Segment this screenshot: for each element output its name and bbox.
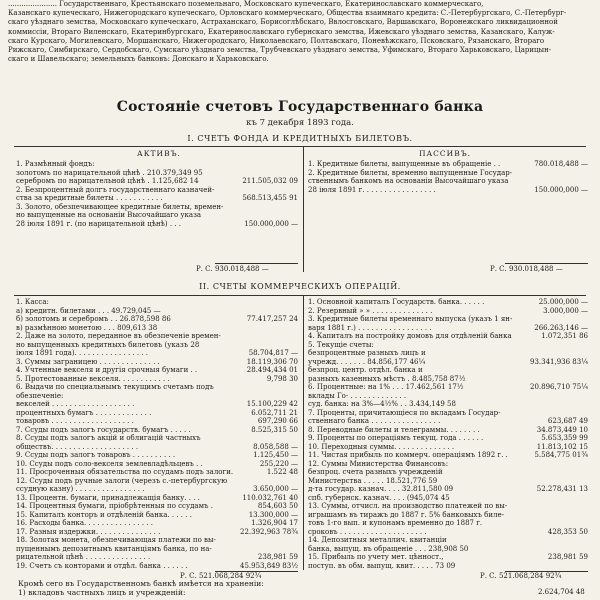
section-1-active <box>16 160 298 228</box>
ledger-row <box>16 426 298 435</box>
ledger-row <box>16 519 298 528</box>
ledger-amount: 1.522 48 <box>266 468 298 476</box>
ledger-row <box>16 468 298 477</box>
ledger-row <box>16 366 298 375</box>
ledger-amount: 110.032,761 40 <box>242 493 298 502</box>
ledger-item: варя 1881 г.) . . . . . . . . . . . . . . . . . <box>308 323 432 332</box>
ledger-amount: 45.953,849 83½ <box>240 561 298 570</box>
ledger-item: обществъ. . . . . . . . . . . . . . . . . . . . <box>16 442 139 451</box>
ledger-row <box>308 366 588 375</box>
ledger-item: учрежд. . . . . . . 84.856,177 46¼ <box>308 357 426 366</box>
ledger-amount: 697,290 66 <box>257 417 298 425</box>
ledger-row <box>16 220 298 229</box>
ledger-item: спб. губернск. казнач. . . . (945,074 45 <box>308 493 450 502</box>
ledger-row <box>16 332 298 341</box>
ledger-item: 9. Проценты по операціямъ текущ. года . . . . . . <box>308 434 484 442</box>
ledger-item: вклады Го- . . . . . . . . . . . . . <box>308 391 407 400</box>
ledger-item: 2. Даже на золото, переданное въ обезпеченіе времен- <box>16 332 221 340</box>
ledger-item: 3. Кредитные билеты временнаго выпуска (указъ 1 ян- <box>308 315 513 323</box>
ledger-item: 10. Переходныя суммы. . . . . . . . . . . . . . <box>308 442 455 451</box>
ledger-item: суд. банка: на 3%—4½% . . 3.434,149 58 <box>308 400 456 408</box>
ledger-row <box>308 409 588 418</box>
ledger-item: 9. Ссуды подъ залогъ товаровъ . . . . . . . . . . <box>16 451 176 459</box>
ledger-row <box>308 519 588 528</box>
ledger-item: 15. Прибыль по учету мет. цѣнност., <box>308 553 444 561</box>
ledger-row <box>16 315 298 324</box>
ledger-row <box>308 392 588 401</box>
ledger-item: 2. Безпроцентный долгъ государственнаго казначей- <box>16 185 215 194</box>
ledger-amount: 255,220 — <box>259 459 298 468</box>
page-title: Состояніе счетовъ Государственнаго банка <box>116 99 484 115</box>
section-2-heading: II. СЧЕТЫ КОММЕРЧЕСКИХЪ ОПЕРАЦІЙ. <box>199 282 401 291</box>
ledger-amount: 77.417,257 24 <box>246 315 298 323</box>
ledger-amount: 52.278,431 13 <box>536 485 588 493</box>
ledger-row <box>16 307 298 316</box>
ledger-item: сроковъ . . . . . . . . . . . . . . . . . . . . <box>308 527 427 536</box>
ledger-item: 5. Текущіе счеты: <box>308 340 374 349</box>
ledger-item: д-та государ. казнач. . . . 32.811,580 09 <box>308 485 454 493</box>
ledger-item: Министерства . . . . . 18.521,776 59 <box>308 476 438 485</box>
ledger-amount: 9,798 30 <box>266 374 298 383</box>
ledger-row <box>16 383 298 392</box>
ledger-row <box>308 511 588 520</box>
ledger-row <box>308 443 588 452</box>
ledger-item: безпроцентные разныхъ лицъ и <box>308 349 426 357</box>
ledger-row <box>308 502 588 511</box>
ledger-row <box>16 553 298 562</box>
ledger-row <box>308 468 588 477</box>
ledger-item: 8. Переводные билеты и телеграммы. . . . . . . . <box>308 425 480 434</box>
ledger-item: товъ 1-го вып. и купонамъ временно до 1887 г. <box>308 519 483 527</box>
ledger-row <box>16 460 298 469</box>
ledger-item: 2. Кредитные билеты, временно выпущенные Государ- <box>308 168 513 177</box>
bottom-total: 2.624,704 48 <box>538 588 585 596</box>
ledger-row <box>308 341 588 350</box>
ledger-item: 7. Ссуды подъ залогъ государств. бумагъ . . . . . <box>16 425 191 434</box>
ledger-item: 16. Расходы банка. . . . . . . . . . . . . . . . <box>16 519 154 527</box>
text-line: 1) вкладовъ частныхъ лицъ и учрежденій: <box>18 588 186 597</box>
ledger-row <box>308 375 588 384</box>
ledger-row <box>16 536 298 545</box>
section-2-passive-total: Р. С. 521.068,284 92¾ <box>480 572 562 580</box>
ledger-row <box>16 494 298 503</box>
ledger-item: 3. Суммы заграницею . . . . . . . . . . . . . . <box>16 357 160 366</box>
divider <box>14 295 586 296</box>
ledger-row <box>308 160 588 169</box>
ledger-row <box>16 349 298 358</box>
ledger-item: 6. Выдачи по специальнымъ текущимъ счетамъ подъ <box>16 383 214 391</box>
ledger-item: 1. Размѣнный фондъ: <box>16 160 95 168</box>
section-1-passive <box>308 160 588 194</box>
text-line: скаго Курскаго, Могилевскаго, Моршанскаго, Нижегородскаго, Николаевскаго, Полтавскаго, Поневѣжскаго, Псковскаго, Рязанскаго, Втораго <box>8 36 545 45</box>
ledger-row <box>308 485 588 494</box>
ledger-item: но выпущенные на основаніи Высочайшаго указа <box>16 211 202 219</box>
ledger-item: 1. Основной капиталъ Государств. банка. . . . . . <box>308 298 485 306</box>
ledger-row <box>308 383 588 392</box>
ledger-row <box>16 160 298 169</box>
ledger-amount: 25.000,000 — <box>538 298 588 306</box>
ledger-item: банка, выпущ. въ обращеніе . . . 238,908 50 <box>308 544 469 553</box>
ledger-item: пущеннымъ депозитнымъ квитанціямъ банка, по на- <box>16 544 212 553</box>
ledger-item: ственнаго банка . . . . . . . . . . . . . . . . <box>308 417 441 425</box>
ledger-row <box>308 451 588 460</box>
ledger-row <box>308 434 588 443</box>
text-line: ...................... Государственнаго, Крестьянскаго поземельнаго, Московскаго купеческаго, Екатеринославскаго коммерческаго, <box>8 0 484 8</box>
ledger-item: 28 іюля 1891 г. (по нарицательной цѣнѣ) . . . <box>16 219 181 228</box>
ledger-item: товаровъ . . . . . . . . . . . . . . . . . . . <box>16 417 134 425</box>
ledger-row <box>308 315 588 324</box>
ledger-row <box>308 477 588 486</box>
ledger-row <box>16 417 298 426</box>
ledger-item: процентныхъ бумагъ . . . . . . . . . . . . . <box>16 408 152 417</box>
section-2-active <box>16 298 298 570</box>
text-line: скаго и Шавельскаго; земельныхъ банковъ: Донскаго и Харьковскаго. <box>8 55 269 64</box>
ledger-amount: 428,353 50 <box>547 527 588 536</box>
ledger-amount: 34.873,449 10 <box>536 425 588 434</box>
active-heading: АКТИВЪ. <box>137 149 181 158</box>
divider <box>14 146 586 147</box>
text-line: Кромѣ сего въ Государственномъ банкѣ имѣется на храненіи: <box>18 579 264 588</box>
ledger-item: поступ. въ обм. выпущ. квит. . . . . 73 09 <box>308 561 456 570</box>
footnote <box>18 579 264 597</box>
ledger-row <box>16 358 298 367</box>
ledger-item: 1. Кредитные билеты, выпущенные въ обращеніе . . <box>308 160 501 168</box>
ledger-amount: 211.505,032 09 <box>242 177 298 185</box>
ledger-row <box>16 400 298 409</box>
ledger-row <box>16 511 298 520</box>
ledger-item: серебромъ по нарицательной цѣнѣ . 1.125,682 14 <box>16 177 199 185</box>
ledger-item: 4. Капиталъ на постройку домовъ для отдѣленій банка <box>308 332 512 340</box>
ledger-row <box>308 528 588 537</box>
ledger-row <box>308 545 588 554</box>
ledger-item: 7. Проценты, причитающіеся по вкладамъ Государ- <box>308 408 501 417</box>
ledger-amount: 1.326,904 17 <box>251 519 298 527</box>
ledger-row <box>308 186 588 195</box>
ledger-amount: 20.896,710 75¼ <box>530 383 588 391</box>
ledger-item: обезпеченіе: <box>16 391 64 400</box>
ledger-row <box>308 417 588 426</box>
ledger-amount: 22.392,963 78¾ <box>240 527 298 536</box>
text-line: Рижскаго, Симбирскаго, Сердобскаго, Сумскаго уѣзднаго земства, Трубчевскаго уѣзднаго земства, Уфимскаго, Втораго Харьковскаго, Царицын- <box>8 46 552 55</box>
text-line: Казанскаго купеческаго, Нижегородскаго купеческаго, Орловскаго коммерческаго, Общества взаимнаго кредита: С.-Петербургскаго, С.-Петербург- <box>8 9 567 18</box>
ledger-item: 11. Чистая прибыль по коммерч. операціямъ 1892 г. . <box>308 451 508 459</box>
ledger-item: безпроц. центр. отдѣл. банка и <box>308 366 423 374</box>
ledger-row <box>308 298 588 307</box>
ledger-item: 4. Учтенные векселя и другія срочныя бумаги . . <box>16 366 198 374</box>
ledger-item: разныхъ казенныхъ мѣстъ . 8.485,758 87½ <box>308 374 466 383</box>
ledger-row <box>16 545 298 554</box>
ledger-item: 10. Ссуды подъ соло-векселя землевладѣльцевъ . . <box>16 459 203 468</box>
ledger-row <box>308 324 588 333</box>
ledger-item: золотомъ по нарицательной цѣнѣ . 210.379,349 95 <box>16 168 203 177</box>
ledger-item: игрышамъ въ тиражъ до 1887 г. 5% банковыхъ биле- <box>308 510 504 519</box>
ledger-item: 14. Процентныя бумаги, пріобрѣтенныя по ссудамъ . <box>16 502 213 510</box>
ledger-item: б) золотомъ и серебромъ . . 26.878,598 86 <box>16 315 171 323</box>
ledger-amount: 150.000,000 — <box>244 219 298 228</box>
ledger-row <box>16 324 298 333</box>
ledger-row <box>308 400 588 409</box>
ledger-amount: 15.100,229 42 <box>246 400 298 408</box>
ledger-item: 11. Просроченныя обязательства по ссудамъ подъ залоги. <box>16 468 234 476</box>
ledger-row <box>16 375 298 384</box>
ledger-amount: 854,603 50 <box>257 502 298 510</box>
ledger-row <box>16 194 298 203</box>
ledger-row <box>16 502 298 511</box>
ledger-item: 17. Разныя издержки. . . . . . . . . . . . . . . <box>16 527 161 536</box>
ledger-row <box>308 169 588 178</box>
ledger-amount: 3.650,000 — <box>253 485 298 493</box>
ledger-row <box>308 177 588 186</box>
ledger-row <box>308 460 588 469</box>
ledger-row <box>308 562 588 571</box>
ledger-amount: 58.704,817 — <box>248 349 298 357</box>
ledger-item: 5. Протестованные векселя. . . . . . . . . . . . <box>16 374 170 383</box>
ledger-item: но выпущенныхъ кредитныхъ билетовъ (указъ 28 <box>16 340 200 349</box>
ledger-amount: 11.813,102 15 <box>536 442 588 451</box>
ledger-item: рицательной цѣнѣ . . . . . . . . . . . . . . . <box>16 553 151 561</box>
ledger-amount: 6.052,711 21 <box>251 408 298 417</box>
section-1-active-total: Р. С. 930.018,488 — <box>196 265 269 273</box>
ledger-row <box>308 349 588 358</box>
ledger-row <box>16 169 298 178</box>
ledger-item: 13. Суммы, отчисл. на производство платежей по вы- <box>308 502 508 510</box>
ledger-amount: 93.341,936 83¼ <box>530 357 588 366</box>
ledger-item: ссудную казну) . . . . . . . . . . . . . . . . <box>16 485 145 493</box>
ledger-row <box>16 203 298 212</box>
ledger-row <box>308 307 588 316</box>
ledger-amount: 8.058,588 — <box>253 442 298 451</box>
ledger-item: 12. Ссуды подъ ручные залоги (черезъ с.-петербургскую <box>16 476 228 485</box>
ledger-item: ства за кредитные билеты . . . . . . . . . . . <box>16 194 163 202</box>
ledger-row <box>308 494 588 503</box>
section-1-passive-total: Р. С. 930.018,488 — <box>490 265 563 273</box>
total-rule <box>505 263 588 264</box>
passive-heading: ПАССИВЪ. <box>418 149 472 158</box>
ledger-item: ственнымъ банкомъ на основаніи Высочайшаго указа <box>308 177 509 185</box>
ledger-item: 2. Резервный » » . . . . . . . . . . . . . . <box>308 306 433 315</box>
ledger-item: в) размѣнною монетою . . . 809,613 38 <box>16 323 158 332</box>
ledger-amount: 3.000,000 — <box>543 306 588 315</box>
ledger-row <box>16 341 298 350</box>
column-divider <box>303 147 304 272</box>
ledger-row <box>16 485 298 494</box>
ledger-item: іюля 1891 года). . . . . . . . . . . . . . . . . <box>16 349 148 357</box>
ledger-amount: 568.513,455 91 <box>242 194 298 202</box>
ledger-amount: 780.018,488 — <box>534 160 588 168</box>
ledger-item: 1. Касса: <box>16 298 49 306</box>
ledger-item: 12. Суммы Министерства Финансовъ: <box>308 459 449 468</box>
ledger-amount: 266.263,146 — <box>534 323 588 332</box>
ledger-row <box>16 298 298 307</box>
ledger-row <box>16 186 298 195</box>
ledger-amount: 238,981 59 <box>547 553 588 561</box>
ledger-row <box>16 392 298 401</box>
ledger-amount: 18.119,306 70 <box>246 357 298 366</box>
top-note <box>8 0 592 64</box>
ledger-amount: 1.125,450 — <box>253 451 298 459</box>
ledger-amount: 623,687 49 <box>547 417 588 425</box>
section-2-passive <box>308 298 588 570</box>
ledger-amount: 1.072,351 86 <box>541 332 588 340</box>
ledger-row <box>16 434 298 443</box>
text-line: коммиссіи, Втораго Виленскаго, Екатеринбургскаго, Екатеринославскаго губернскаго земства, Ижевскаго уѣзднаго земства, Казанскаго, Калуж- <box>8 27 555 36</box>
ledger-amount: 238,981 59 <box>257 553 298 561</box>
ledger-row <box>16 528 298 537</box>
ledger-item: векселей . . . . . . . . . . . . . . . . . . . <box>16 400 135 408</box>
ledger-row <box>308 536 588 545</box>
report-date: къ 7 декабря 1893 года. <box>246 118 354 128</box>
ledger-amount: 13.300,000 — <box>248 510 298 519</box>
ledger-item: 6. Процентные: на 1% . . . 17.462,561 17½ <box>308 383 464 391</box>
ledger-row <box>16 177 298 186</box>
ledger-item: 19. Счетъ съ конторами и отдѣл. банка . . . . . . <box>16 561 188 570</box>
ledger-amount: 5.584,775 01¾ <box>534 451 588 459</box>
ledger-item: 14. Депозитныя металлич. квитанціи <box>308 536 447 544</box>
total-rule <box>215 263 298 264</box>
ledger-amount: 8.525,315 50 <box>251 425 298 434</box>
ledger-row <box>16 409 298 418</box>
ledger-item: 13. Процентн. бумаги, принадлежащія банку. . . . <box>16 493 200 502</box>
ledger-item: 3. Золото, обезпечивающее кредитные билеты, времен- <box>16 202 224 211</box>
section-1-heading: I. СЧЕТЪ ФОНДА И КРЕДИТНЫХЪ БИЛЕТОВЪ. <box>187 134 413 143</box>
ledger-amount: 28.494,434 01 <box>246 366 298 374</box>
ledger-item: 18. Золотая монета, обезпечивающая платежи по вы- <box>16 536 216 544</box>
ledger-item: 8. Ссуды подъ залогъ акцій и облигацій частныхъ <box>16 434 201 442</box>
ledger-item: а) кредитн. билетами . . . 49.729,045 — <box>16 306 161 315</box>
ledger-row <box>16 211 298 220</box>
ledger-item: 15. Капиталъ конторъ и отдѣленій банка. . . . . . <box>16 510 192 519</box>
ledger-item: безпроц. счета разныхъ учрежденій <box>308 468 443 476</box>
ledger-row <box>308 426 588 435</box>
ledger-row <box>308 358 588 367</box>
ledger-row <box>308 553 588 562</box>
ledger-row <box>16 562 298 571</box>
ledger-row <box>16 443 298 452</box>
ledger-item: 28 іюля 1891 г. . . . . . . . . . . . . . . . . <box>308 185 436 194</box>
ledger-amount: 150.000,000 — <box>534 185 588 194</box>
text-line: скаго уѣзднаго земства, Московскаго купеческаго, Астраханскаго, Борисоглѣбскаго, Ввлосговскаго, Варшавскаго, Воронежскаго ликвидационной <box>8 18 558 27</box>
column-divider <box>303 296 304 570</box>
ledger-row <box>16 477 298 486</box>
ledger-row <box>16 451 298 460</box>
ledger-row <box>308 332 588 341</box>
ledger-amount: 5.653,359 99 <box>541 434 588 442</box>
section-2-active-total: Р. С. 521.068,284 92¾ <box>180 572 262 580</box>
